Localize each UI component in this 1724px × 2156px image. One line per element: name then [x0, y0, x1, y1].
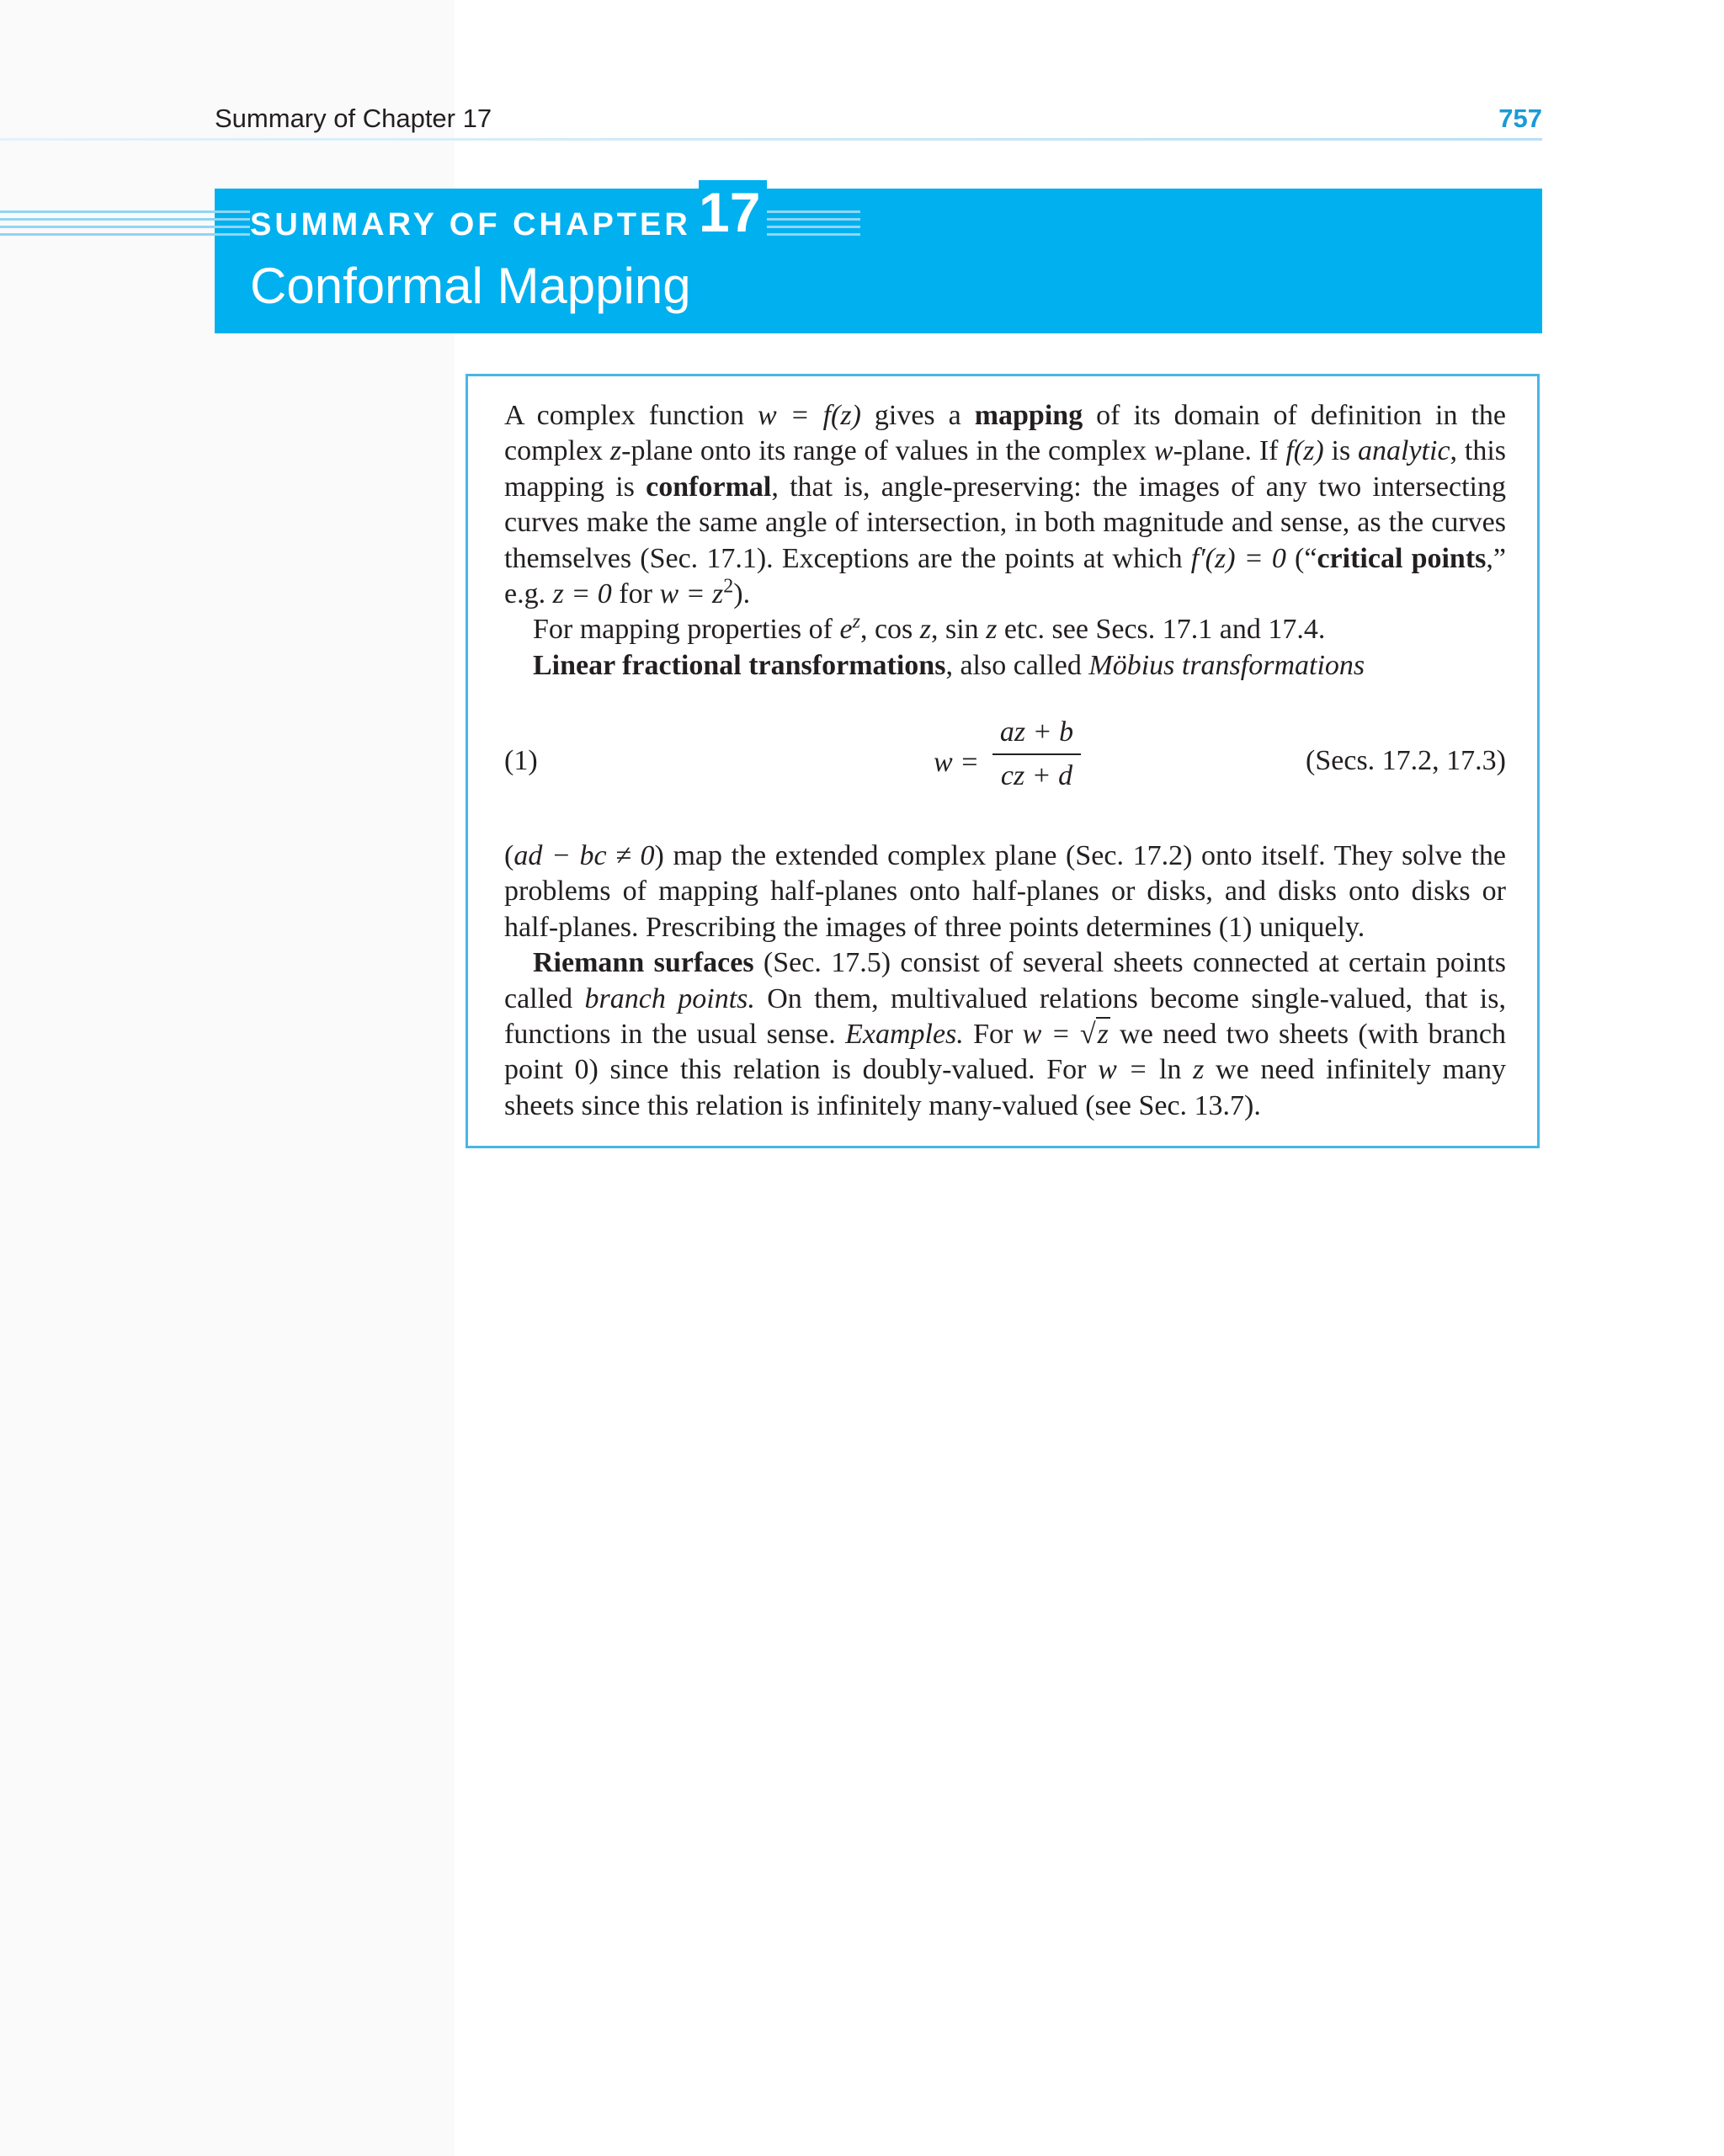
running-head: Summary of Chapter 17 — [215, 104, 492, 133]
formula-mobius — [504, 713, 1506, 806]
formula-numerator: az + b — [999, 716, 1074, 748]
fraction-bar — [992, 753, 1081, 755]
paragraph-riemann-surfaces: Riemann surfaces (Sec. 17.5) consist of several sheets connected at certain points called branch points. On them, multivalued relations become single-valued, that is, functions in the usual sense. Examples. For w = √z we need two sheets (with branch point 0) since this relation is doubly-valued. For w = ln z we need infinitely many sheets since this relation is infinitely many-valued (see Sec. 13.7). — [504, 947, 1506, 1121]
formula-denominator: cz + d — [1000, 760, 1073, 791]
page-number: 757 — [1498, 104, 1542, 133]
paragraph-mapping-properties: For mapping properties of $e^z$, cos z, sin z etc. see Secs. 17.1 and 17.4. — [533, 611, 1326, 646]
paragraph-mobius-properties: (ad − bc ≠ 0) map the extended complex plane (Sec. 17.2) onto itself. They solve the problems of mapping half-planes onto half-planes or disks, and disks onto disks or half-planes. Prescribing the images of three points determines (1) uniquely. — [504, 840, 1506, 943]
formula-fraction — [992, 713, 1081, 796]
formula-lhs: w = — [934, 747, 980, 778]
summary-box — [466, 374, 1540, 1148]
summary-intro — [504, 398, 1506, 684]
banner-chapter-number: 17 — [699, 180, 767, 244]
formula-label: (1) — [504, 745, 538, 776]
formula-reference: (Secs. 17.2, 17.3) — [1306, 745, 1506, 776]
summary-continuation — [504, 838, 1506, 1124]
banner-kicker: SUMMARY OF CHAPTER — [250, 207, 700, 243]
paragraph-mapping: A complex function w = f(z) gives a mapping of its domain of definition in the complex z-plane onto its range of values in the complex w-plane. If f(z) is analytic, this mapping is conformal, that is, angle-preserving: the images of any two intersecting curves make the same angle of intersection, in both magnitude and sense, as the curves themselves (Sec. 17.1). Exceptions are the points at which f′(z) = 0 (“critical points,” e.g. z = 0 for $w = z^2$). — [504, 400, 1507, 610]
paragraph-linear-fractional: Linear fractional transformations, also called Möbius transformations — [533, 649, 1365, 681]
header-rule — [0, 138, 1542, 141]
banner-title: Conformal Mapping — [250, 258, 691, 314]
